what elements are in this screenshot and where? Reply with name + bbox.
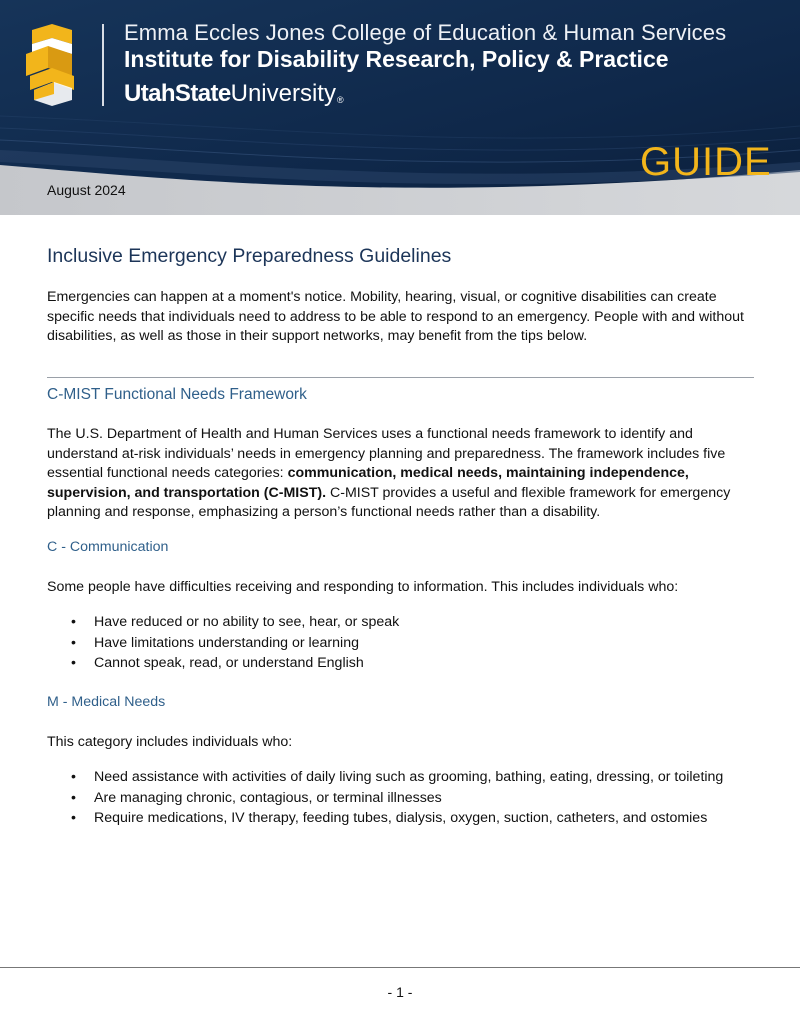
registered-mark: ® <box>336 95 344 105</box>
framework-text-before: The U.S. Department of Health and Human Services uses a functional needs framework to identify and understand at-risk individuals’ needs in emergency planning and preparedness. The framework includes five essential functional needs categories: <box>47 426 726 481</box>
framework-heading: C-MIST Functional Needs Framework <box>47 386 307 403</box>
communication-paragraph: Some people have difficulties receiving and responding to information. This includes individuals who: <box>47 579 679 595</box>
framework-text-after: C-MIST provides a useful and flexible framework for emergency planning and response, emphasizing a person’s functional needs rather than a disability. <box>47 484 731 520</box>
university-wordmark <box>124 80 344 108</box>
section-divider <box>47 377 754 378</box>
intro-paragraph: Emergencies can happen at a moment's notice. Mobility, hearing, visual, or cognitive disabilities can create specific needs that individuals need to address to be able to respond to an emergency. People with and without disabilities, as well as those in their support networks, may benefit from the tips below. <box>47 289 744 344</box>
list-item <box>47 788 723 809</box>
page-number: - 1 - <box>387 984 413 1000</box>
list-item-text: Need assistance with activities of daily living such as grooming, bathing, eating, dressing, or toileting <box>94 769 724 785</box>
bullet-glyph: • <box>71 614 76 630</box>
guide-badge: GUIDE <box>640 140 772 184</box>
framework-text-bold: communication, medical needs, maintaining independence, supervision, and transportation (C-MIST). <box>47 465 689 501</box>
usu-idrpp-logo-icon <box>22 24 82 106</box>
footer-divider <box>0 967 800 968</box>
list-item <box>47 612 399 633</box>
list-item-text: Have reduced or no ability to see, hear, or speak <box>94 614 400 630</box>
university-wordmark-regular: University <box>230 80 336 107</box>
list-item <box>47 633 399 654</box>
bullet-glyph: • <box>71 634 76 651</box>
list-item-text: Require medications, IV therapy, feeding tubes, dialysis, oxygen, suction, catheters, and ostomies <box>94 810 708 826</box>
medical-list <box>47 767 723 829</box>
publication-date: August 2024 <box>47 182 126 198</box>
medical-heading: M - Medical Needs <box>47 694 166 710</box>
college-name: Emma Eccles Jones College of Education & Human Services <box>124 20 727 45</box>
institute-name: Institute for Disability Research, Policy & Practice <box>124 46 669 72</box>
bullet-glyph: • <box>71 789 76 806</box>
list-item <box>47 808 723 829</box>
communication-heading: C - Communication <box>47 539 169 555</box>
communication-list <box>47 612 399 674</box>
list-item <box>47 767 723 788</box>
bullet-glyph: • <box>71 810 76 826</box>
medical-paragraph: This category includes individuals who: <box>47 734 293 750</box>
header-divider <box>102 24 104 106</box>
university-wordmark-bold: UtahState <box>124 80 231 107</box>
list-item <box>47 653 399 674</box>
list-item-text: Have limitations understanding or learning <box>94 634 359 651</box>
framework-paragraph <box>47 425 757 523</box>
document-title: Inclusive Emergency Preparedness Guidelines <box>47 245 452 267</box>
header-banner <box>0 0 800 215</box>
list-item-text: Are managing chronic, contagious, or terminal illnesses <box>94 789 442 806</box>
bullet-glyph: • <box>71 769 76 785</box>
bullet-glyph: • <box>71 655 76 671</box>
list-item-text: Cannot speak, read, or understand English <box>94 655 364 671</box>
